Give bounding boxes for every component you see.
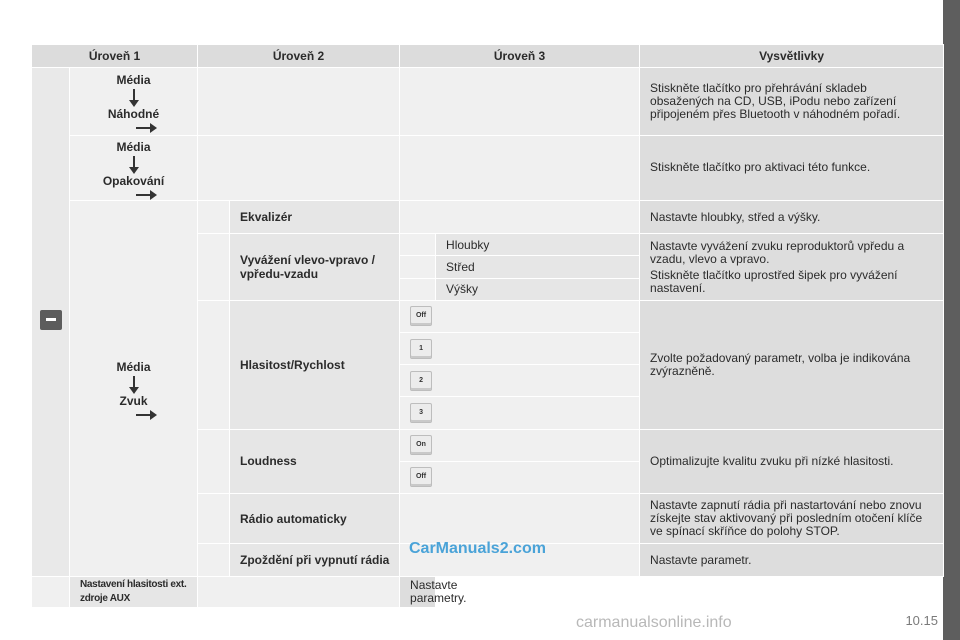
explanation-balance-2: Stiskněte tlačítko uprostřed šipek pro vyvážení nastavení.: [650, 267, 898, 295]
page-edge-bar: [943, 0, 960, 640]
explanation-balance: [640, 234, 944, 300]
on-button-icon: On: [410, 435, 432, 455]
level2-loudness: Loudness: [230, 429, 400, 493]
mode-icon-cell: [32, 68, 70, 577]
level1-random: [70, 68, 198, 135]
level1-top-label: Média: [116, 139, 151, 154]
watermark-bottom: carmanualsonline.info: [576, 614, 732, 631]
watermark-middle: CarManuals2.com: [409, 540, 546, 557]
header-level-2: Úroveň 2: [198, 45, 400, 68]
explanation-random: Stiskněte tlačítko pro přehrávání skladeb obsažených na CD, USB, iPodu nebo zařízení připojeném přes Bluetooth v náhodném pořadí.: [640, 68, 944, 135]
off-button-icon: Off: [410, 306, 432, 326]
table-row-aux: [32, 576, 944, 607]
level2-aux: Nastavení hlasitosti ext. zdroje AUX: [70, 576, 198, 607]
header-level-1: Úroveň 1: [32, 45, 198, 68]
level1-bottom-label: Opakování: [102, 173, 165, 188]
arrow-down-icon: [133, 156, 135, 168]
explanation-aux: Nastavte parametry.: [400, 576, 436, 607]
level2-radio-auto: Rádio automaticky: [230, 494, 400, 544]
level2-balance: Vyvážení vlevo-vpravo / vpředu-vzadu: [230, 234, 400, 300]
page-number: 10.15: [905, 613, 938, 628]
header-level-3: Úroveň 3: [400, 45, 640, 68]
table-row-random: [32, 68, 944, 135]
arrow-right-icon: [136, 414, 152, 416]
arrow-down-icon: [133, 376, 135, 388]
radio-mode-icon: [40, 310, 62, 330]
level1-bottom-label: Náhodné: [107, 107, 160, 122]
arrow-right-icon: [136, 194, 152, 196]
level1-repeat: [70, 135, 198, 200]
level2-equalizer: Ekvalizér: [230, 201, 400, 234]
menu-table: [31, 44, 944, 608]
level2-radio-delay: Zpoždění při vypnutí rádia: [230, 544, 400, 576]
explanation-volume-speed: Zvolte požadovaný parametr, volba je indikována zvýrazněně.: [640, 300, 944, 429]
header-row: [32, 45, 944, 68]
level2-volume-speed: Hlasitost/Rychlost: [230, 300, 400, 429]
level1-bottom-label: Zvuk: [119, 394, 148, 409]
header-explanation: Vysvětlivky: [640, 45, 944, 68]
level3-bass: Hloubky: [436, 234, 640, 256]
off-button-icon: Off: [410, 467, 432, 487]
level1-sound: [70, 201, 198, 577]
explanation-equalizer: Nastavte hloubky, střed a výšky.: [640, 201, 944, 234]
explanation-loudness: Optimalizujte kvalitu zvuku při nízké hlasitosti.: [640, 429, 944, 493]
level-3-button-icon: 3: [410, 403, 432, 423]
level1-top-label: Média: [116, 360, 151, 375]
level1-top-label: Média: [116, 73, 151, 88]
level3-middle: Střed: [436, 256, 640, 278]
explanation-repeat: Stiskněte tlačítko pro aktivaci této funkce.: [640, 135, 944, 200]
explanation-radio-delay: Nastavte parametr.: [640, 544, 944, 576]
level-1-button-icon: 1: [410, 339, 432, 359]
level3-treble: Výšky: [436, 278, 640, 300]
explanation-balance-1: Nastavte vyvážení zvuku reproduktorů vpředu a vzadu, vlevo a vpravo.: [650, 238, 905, 266]
explanation-radio-auto: Nastavte zapnutí rádia při nastartování nebo znovu získejte stav aktivovaný při posledním otočení klíče ve spínací skříňce do polohy STOP.: [640, 494, 944, 544]
arrow-right-icon: [136, 127, 152, 129]
table-row-equalizer: [32, 201, 944, 234]
table-row-repeat: [32, 135, 944, 200]
level-2-button-icon: 2: [410, 371, 432, 391]
arrow-down-icon: [133, 89, 135, 101]
